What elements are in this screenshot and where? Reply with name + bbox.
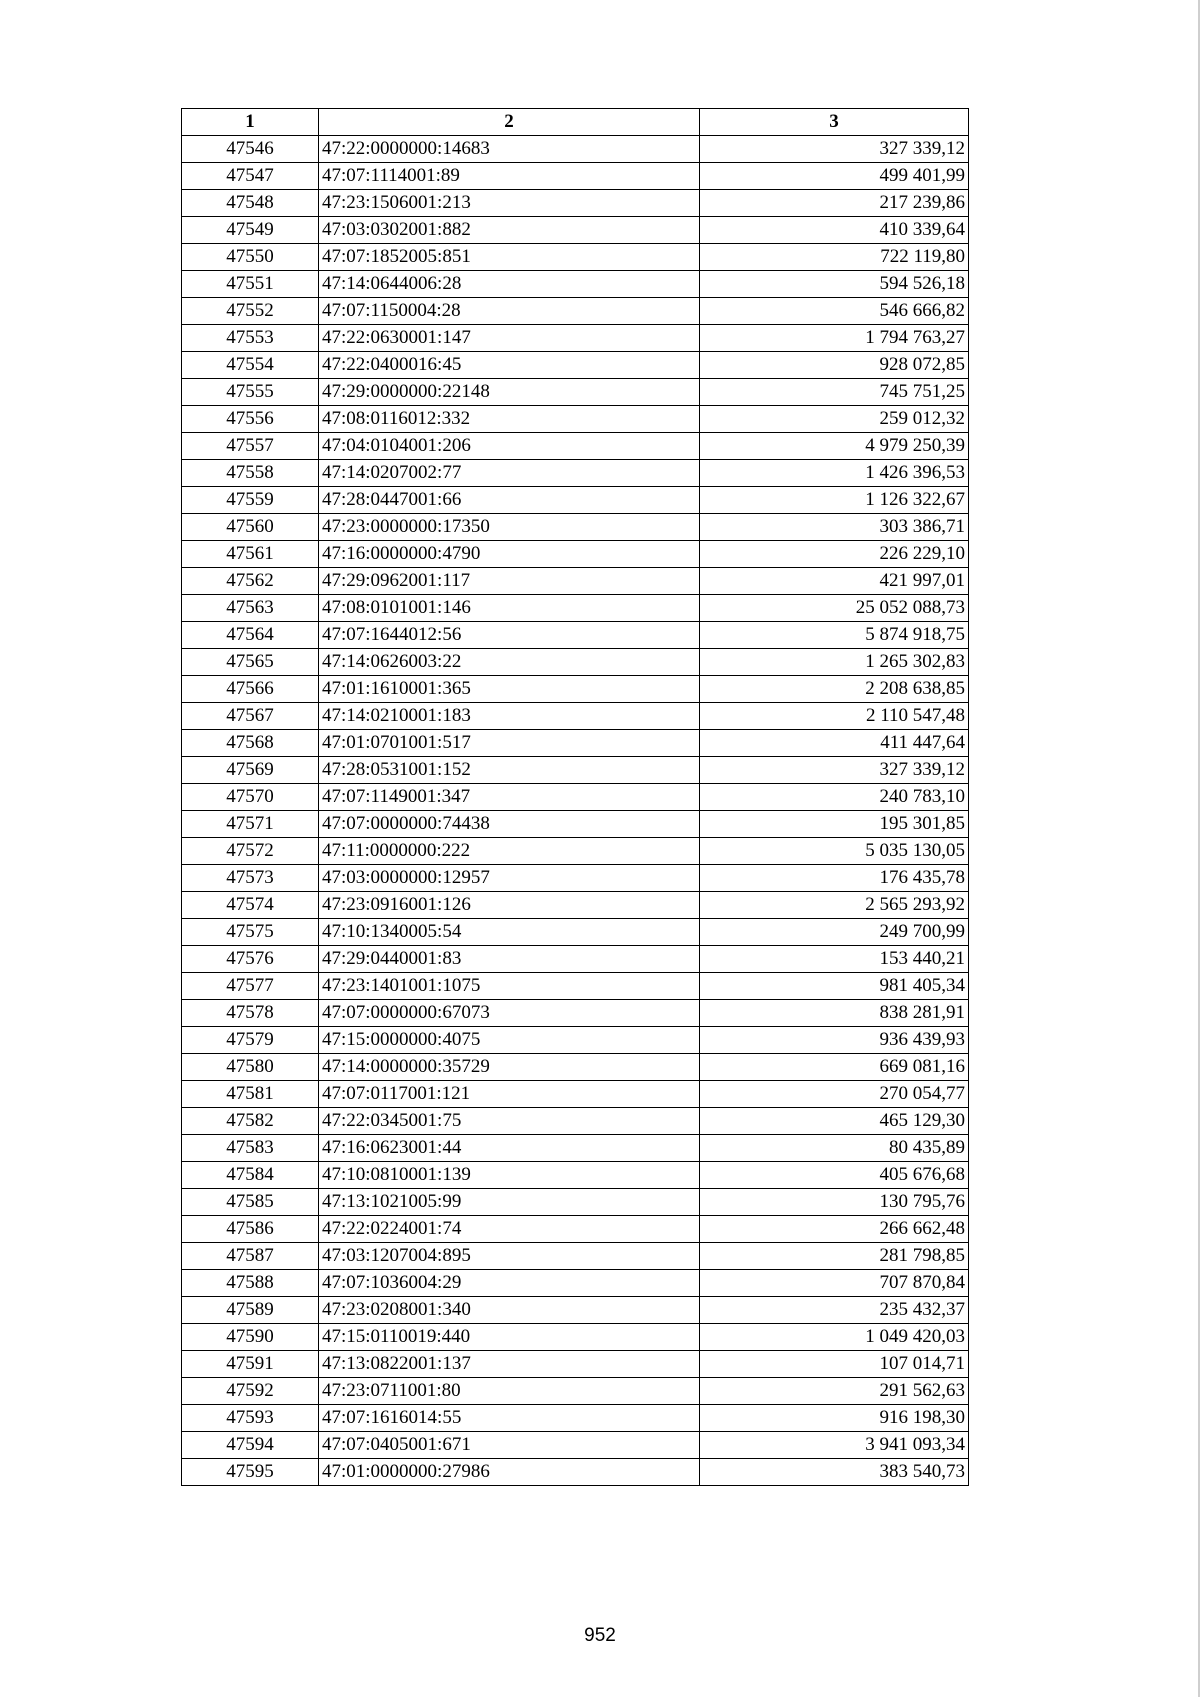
value-cell: 259 012,32 <box>700 406 969 433</box>
table-row <box>182 325 969 352</box>
row-number-cell: 47553 <box>182 325 319 352</box>
row-number-cell: 47581 <box>182 1081 319 1108</box>
row-number-cell: 47555 <box>182 379 319 406</box>
cadastral-number-cell: 47:22:0400016:45 <box>319 352 700 379</box>
value-cell: 499 401,99 <box>700 163 969 190</box>
table-row <box>182 892 969 919</box>
value-cell: 421 997,01 <box>700 568 969 595</box>
table-row <box>182 811 969 838</box>
cadastral-number-cell: 47:07:1036004:29 <box>319 1270 700 1297</box>
cadastral-number-cell: 47:29:0962001:117 <box>319 568 700 595</box>
row-number-cell: 47566 <box>182 676 319 703</box>
table-row <box>182 919 969 946</box>
row-number-cell: 47551 <box>182 271 319 298</box>
value-cell: 669 081,16 <box>700 1054 969 1081</box>
value-cell: 107 014,71 <box>700 1351 969 1378</box>
table-row <box>182 1135 969 1162</box>
value-cell: 5 874 918,75 <box>700 622 969 649</box>
value-cell: 465 129,30 <box>700 1108 969 1135</box>
value-cell: 217 239,86 <box>700 190 969 217</box>
cadastral-number-cell: 47:10:0810001:139 <box>319 1162 700 1189</box>
cadastral-number-cell: 47:07:1150004:28 <box>319 298 700 325</box>
row-number-cell: 47557 <box>182 433 319 460</box>
cadastral-number-cell: 47:14:0207002:77 <box>319 460 700 487</box>
cadastral-number-cell: 47:15:0110019:440 <box>319 1324 700 1351</box>
page-number: 952 <box>584 1625 616 1646</box>
value-cell: 546 666,82 <box>700 298 969 325</box>
cadastral-number-cell: 47:07:1114001:89 <box>319 163 700 190</box>
row-number-cell: 47564 <box>182 622 319 649</box>
cadastral-number-cell: 47:16:0623001:44 <box>319 1135 700 1162</box>
cadastral-number-cell: 47:10:1340005:54 <box>319 919 700 946</box>
table-row <box>182 433 969 460</box>
value-cell: 916 198,30 <box>700 1405 969 1432</box>
table-row <box>182 1000 969 1027</box>
row-number-cell: 47565 <box>182 649 319 676</box>
cadastral-number-cell: 47:14:0210001:183 <box>319 703 700 730</box>
row-number-cell: 47573 <box>182 865 319 892</box>
value-cell: 153 440,21 <box>700 946 969 973</box>
table-row <box>182 136 969 163</box>
cadastral-number-cell: 47:23:1401001:1075 <box>319 973 700 1000</box>
cadastral-number-cell: 47:07:1644012:56 <box>319 622 700 649</box>
table-row <box>182 757 969 784</box>
table-row <box>182 865 969 892</box>
row-number-cell: 47590 <box>182 1324 319 1351</box>
cadastral-number-cell: 47:29:0000000:22148 <box>319 379 700 406</box>
row-number-cell: 47582 <box>182 1108 319 1135</box>
value-cell: 266 662,48 <box>700 1216 969 1243</box>
row-number-cell: 47584 <box>182 1162 319 1189</box>
table-row <box>182 649 969 676</box>
cadastral-number-cell: 47:28:0447001:66 <box>319 487 700 514</box>
table-row <box>182 1432 969 1459</box>
table-row <box>182 244 969 271</box>
value-cell: 707 870,84 <box>700 1270 969 1297</box>
value-cell: 235 432,37 <box>700 1297 969 1324</box>
value-cell: 411 447,64 <box>700 730 969 757</box>
table-row <box>182 1324 969 1351</box>
table-row <box>182 379 969 406</box>
value-cell: 2 565 293,92 <box>700 892 969 919</box>
value-cell: 928 072,85 <box>700 352 969 379</box>
row-number-cell: 47594 <box>182 1432 319 1459</box>
value-cell: 281 798,85 <box>700 1243 969 1270</box>
value-cell: 745 751,25 <box>700 379 969 406</box>
value-cell: 327 339,12 <box>700 757 969 784</box>
value-cell: 722 119,80 <box>700 244 969 271</box>
table-row <box>182 1297 969 1324</box>
table-body <box>182 136 969 1486</box>
value-cell: 1 794 763,27 <box>700 325 969 352</box>
value-cell: 327 339,12 <box>700 136 969 163</box>
row-number-cell: 47580 <box>182 1054 319 1081</box>
table-row <box>182 676 969 703</box>
table-row <box>182 1108 969 1135</box>
cadastral-number-cell: 47:23:0711001:80 <box>319 1378 700 1405</box>
table-row <box>182 217 969 244</box>
cadastral-number-cell: 47:22:0224001:74 <box>319 1216 700 1243</box>
table-row <box>182 1459 969 1486</box>
value-cell: 405 676,68 <box>700 1162 969 1189</box>
row-number-cell: 47558 <box>182 460 319 487</box>
table-row <box>182 541 969 568</box>
column-header-2: 2 <box>319 109 700 136</box>
row-number-cell: 47576 <box>182 946 319 973</box>
row-number-cell: 47559 <box>182 487 319 514</box>
cadastral-number-cell: 47:01:0701001:517 <box>319 730 700 757</box>
row-number-cell: 47591 <box>182 1351 319 1378</box>
table-row <box>182 838 969 865</box>
table-row <box>182 784 969 811</box>
registry-table <box>181 108 969 1486</box>
row-number-cell: 47548 <box>182 190 319 217</box>
value-cell: 4 979 250,39 <box>700 433 969 460</box>
cadastral-number-cell: 47:08:0101001:146 <box>319 595 700 622</box>
cadastral-number-cell: 47:13:0822001:137 <box>319 1351 700 1378</box>
value-cell: 410 339,64 <box>700 217 969 244</box>
value-cell: 594 526,18 <box>700 271 969 298</box>
row-number-cell: 47561 <box>182 541 319 568</box>
row-number-cell: 47583 <box>182 1135 319 1162</box>
row-number-cell: 47586 <box>182 1216 319 1243</box>
cadastral-number-cell: 47:01:0000000:27986 <box>319 1459 700 1486</box>
row-number-cell: 47552 <box>182 298 319 325</box>
row-number-cell: 47572 <box>182 838 319 865</box>
value-cell: 838 281,91 <box>700 1000 969 1027</box>
table-header-row <box>182 109 969 136</box>
cadastral-number-cell: 47:23:0916001:126 <box>319 892 700 919</box>
value-cell: 270 054,77 <box>700 1081 969 1108</box>
value-cell: 25 052 088,73 <box>700 595 969 622</box>
table-row <box>182 730 969 757</box>
row-number-cell: 47595 <box>182 1459 319 1486</box>
value-cell: 249 700,99 <box>700 919 969 946</box>
value-cell: 1 426 396,53 <box>700 460 969 487</box>
cadastral-number-cell: 47:07:1852005:851 <box>319 244 700 271</box>
cadastral-number-cell: 47:22:0630001:147 <box>319 325 700 352</box>
table-row <box>182 946 969 973</box>
cadastral-number-cell: 47:22:0000000:14683 <box>319 136 700 163</box>
row-number-cell: 47568 <box>182 730 319 757</box>
row-number-cell: 47592 <box>182 1378 319 1405</box>
cadastral-number-cell: 47:15:0000000:4075 <box>319 1027 700 1054</box>
row-number-cell: 47585 <box>182 1189 319 1216</box>
table-row <box>182 622 969 649</box>
cadastral-number-cell: 47:22:0345001:75 <box>319 1108 700 1135</box>
table-row <box>182 1405 969 1432</box>
cadastral-number-cell: 47:03:0000000:12957 <box>319 865 700 892</box>
table-row <box>182 595 969 622</box>
column-header-3: 3 <box>700 109 969 136</box>
table-row <box>182 1027 969 1054</box>
table-row <box>182 1378 969 1405</box>
row-number-cell: 47556 <box>182 406 319 433</box>
value-cell: 240 783,10 <box>700 784 969 811</box>
row-number-cell: 47577 <box>182 973 319 1000</box>
table-row <box>182 190 969 217</box>
cadastral-number-cell: 47:07:1616014:55 <box>319 1405 700 1432</box>
row-number-cell: 47547 <box>182 163 319 190</box>
cadastral-number-cell: 47:07:0117001:121 <box>319 1081 700 1108</box>
table-row <box>182 487 969 514</box>
table-row <box>182 1270 969 1297</box>
row-number-cell: 47546 <box>182 136 319 163</box>
cadastral-number-cell: 47:03:1207004:895 <box>319 1243 700 1270</box>
value-cell: 130 795,76 <box>700 1189 969 1216</box>
value-cell: 383 540,73 <box>700 1459 969 1486</box>
table-row <box>182 514 969 541</box>
cadastral-number-cell: 47:07:1149001:347 <box>319 784 700 811</box>
cadastral-number-cell: 47:14:0626003:22 <box>319 649 700 676</box>
value-cell: 303 386,71 <box>700 514 969 541</box>
table-row <box>182 568 969 595</box>
row-number-cell: 47563 <box>182 595 319 622</box>
table-row <box>182 460 969 487</box>
row-number-cell: 47587 <box>182 1243 319 1270</box>
cadastral-number-cell: 47:23:0208001:340 <box>319 1297 700 1324</box>
value-cell: 1 265 302,83 <box>700 649 969 676</box>
row-number-cell: 47575 <box>182 919 319 946</box>
row-number-cell: 47570 <box>182 784 319 811</box>
cadastral-number-cell: 47:01:1610001:365 <box>319 676 700 703</box>
value-cell: 1 049 420,03 <box>700 1324 969 1351</box>
value-cell: 981 405,34 <box>700 973 969 1000</box>
row-number-cell: 47562 <box>182 568 319 595</box>
table-row <box>182 1081 969 1108</box>
cadastral-number-cell: 47:23:0000000:17350 <box>319 514 700 541</box>
table-row <box>182 271 969 298</box>
cadastral-number-cell: 47:29:0440001:83 <box>319 946 700 973</box>
row-number-cell: 47588 <box>182 1270 319 1297</box>
row-number-cell: 47574 <box>182 892 319 919</box>
value-cell: 2 208 638,85 <box>700 676 969 703</box>
value-cell: 1 126 322,67 <box>700 487 969 514</box>
cadastral-number-cell: 47:04:0104001:206 <box>319 433 700 460</box>
row-number-cell: 47593 <box>182 1405 319 1432</box>
row-number-cell: 47550 <box>182 244 319 271</box>
cadastral-number-cell: 47:23:1506001:213 <box>319 190 700 217</box>
row-number-cell: 47579 <box>182 1027 319 1054</box>
table-row <box>182 163 969 190</box>
table-row <box>182 1054 969 1081</box>
table-row <box>182 406 969 433</box>
cadastral-number-cell: 47:08:0116012:332 <box>319 406 700 433</box>
row-number-cell: 47571 <box>182 811 319 838</box>
cadastral-number-cell: 47:03:0302001:882 <box>319 217 700 244</box>
cadastral-number-cell: 47:11:0000000:222 <box>319 838 700 865</box>
value-cell: 2 110 547,48 <box>700 703 969 730</box>
table-row <box>182 1189 969 1216</box>
table-row <box>182 1216 969 1243</box>
value-cell: 3 941 093,34 <box>700 1432 969 1459</box>
cadastral-number-cell: 47:07:0405001:671 <box>319 1432 700 1459</box>
value-cell: 80 435,89 <box>700 1135 969 1162</box>
row-number-cell: 47560 <box>182 514 319 541</box>
column-header-1: 1 <box>182 109 319 136</box>
value-cell: 176 435,78 <box>700 865 969 892</box>
row-number-cell: 47578 <box>182 1000 319 1027</box>
cadastral-number-cell: 47:14:0000000:35729 <box>319 1054 700 1081</box>
row-number-cell: 47569 <box>182 757 319 784</box>
cadastral-number-cell: 47:16:0000000:4790 <box>319 541 700 568</box>
table-row <box>182 703 969 730</box>
table-row <box>182 1162 969 1189</box>
table-row <box>182 352 969 379</box>
cadastral-number-cell: 47:07:0000000:74438 <box>319 811 700 838</box>
value-cell: 291 562,63 <box>700 1378 969 1405</box>
table-row <box>182 973 969 1000</box>
row-number-cell: 47549 <box>182 217 319 244</box>
value-cell: 5 035 130,05 <box>700 838 969 865</box>
row-number-cell: 47554 <box>182 352 319 379</box>
table-row <box>182 1351 969 1378</box>
table-row <box>182 298 969 325</box>
cadastral-number-cell: 47:07:0000000:67073 <box>319 1000 700 1027</box>
cadastral-number-cell: 47:28:0531001:152 <box>319 757 700 784</box>
cadastral-number-cell: 47:14:0644006:28 <box>319 271 700 298</box>
value-cell: 195 301,85 <box>700 811 969 838</box>
cadastral-number-cell: 47:13:1021005:99 <box>319 1189 700 1216</box>
row-number-cell: 47567 <box>182 703 319 730</box>
table-row <box>182 1243 969 1270</box>
value-cell: 226 229,10 <box>700 541 969 568</box>
row-number-cell: 47589 <box>182 1297 319 1324</box>
value-cell: 936 439,93 <box>700 1027 969 1054</box>
